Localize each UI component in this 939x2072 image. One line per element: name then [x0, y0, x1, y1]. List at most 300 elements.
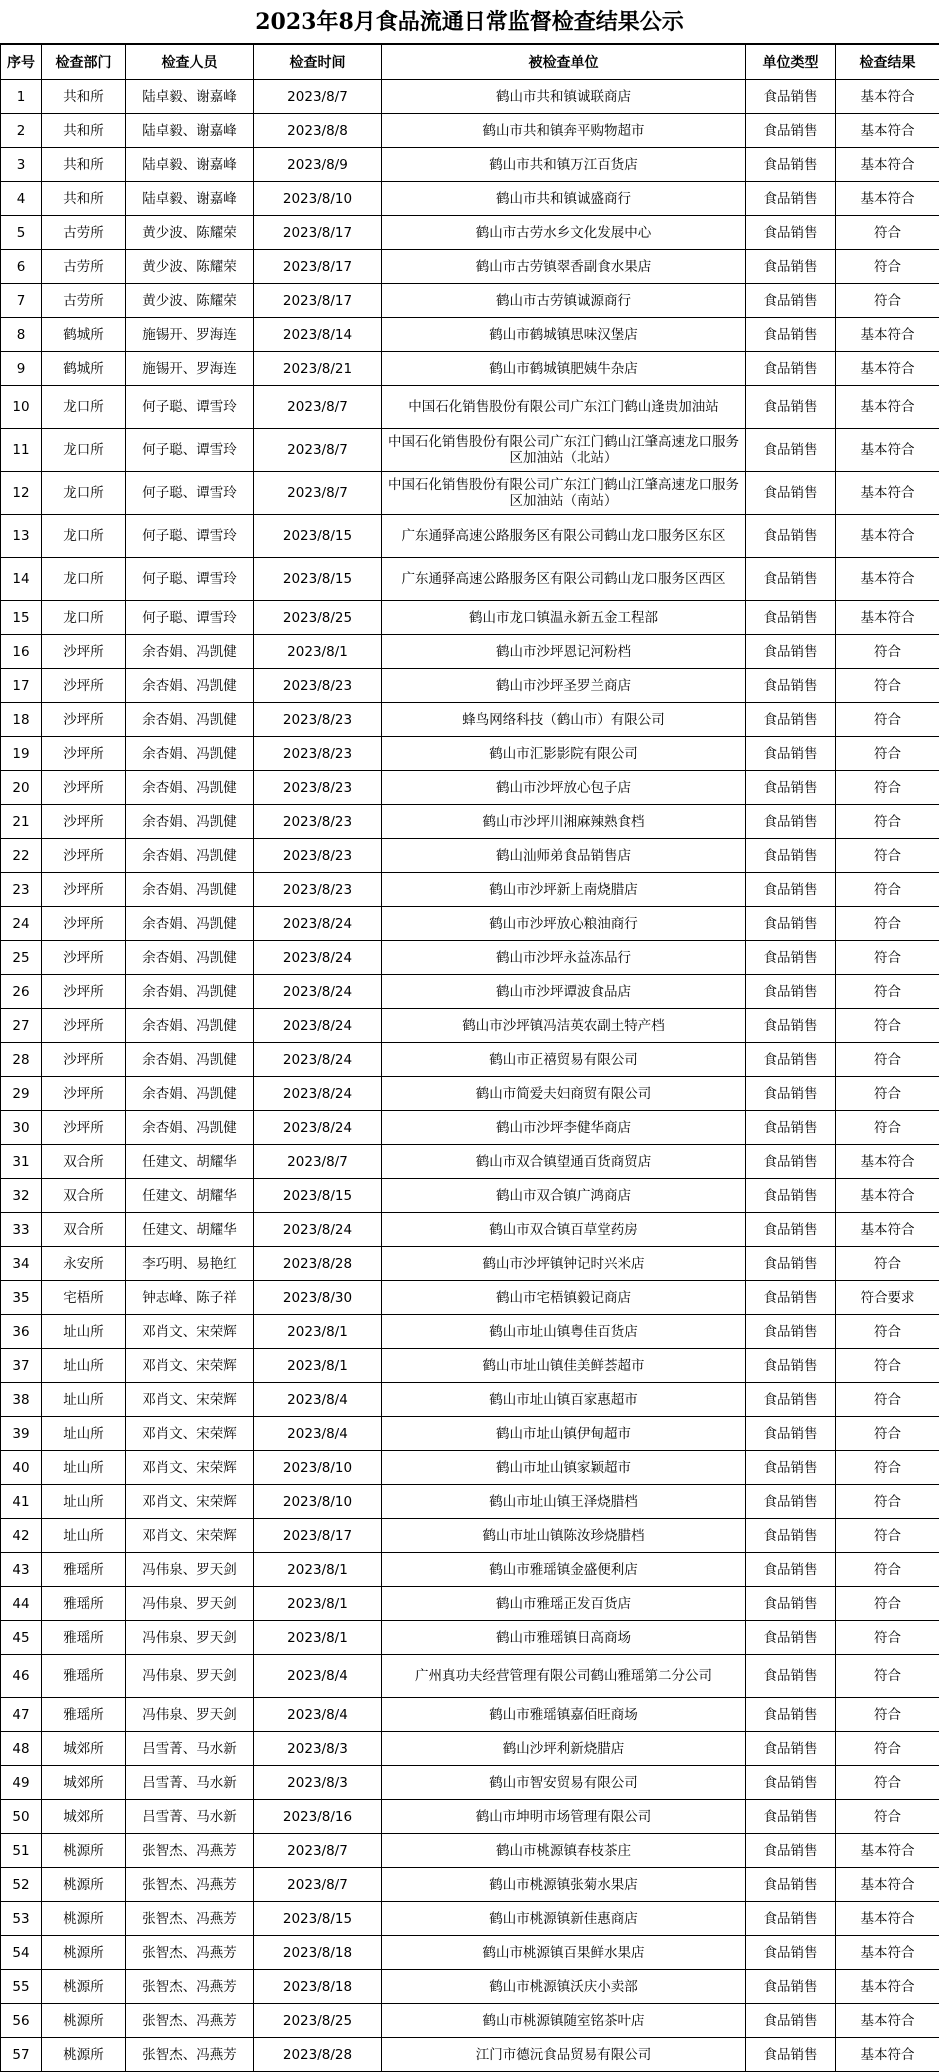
cell-row-index: 44	[1, 1587, 42, 1621]
table-row	[1, 284, 939, 318]
cell-inspectors: 吕雪菁、马水新	[126, 1732, 254, 1766]
cell-inspected-unit: 鹤山市址山镇陈汝珍烧腊档	[382, 1519, 746, 1553]
cell-unit-type: 食品销售	[746, 1349, 836, 1383]
cell-inspectors: 张智杰、冯燕芳	[126, 1902, 254, 1936]
cell-row-index: 39	[1, 1417, 42, 1451]
cell-unit-type: 食品销售	[746, 80, 836, 114]
cell-department: 沙坪所	[42, 1077, 126, 1111]
cell-inspection-result: 符合	[836, 1800, 939, 1834]
cell-department: 址山所	[42, 1349, 126, 1383]
cell-inspection-date: 2023/8/10	[254, 182, 382, 216]
table-row	[1, 2004, 939, 2038]
cell-row-index: 26	[1, 975, 42, 1009]
table-row	[1, 1145, 939, 1179]
cell-inspected-unit: 鹤山市沙坪圣罗兰商店	[382, 669, 746, 703]
cell-inspectors: 张智杰、冯燕芳	[126, 1936, 254, 1970]
cell-department: 龙口所	[42, 558, 126, 601]
cell-inspection-result: 符合	[836, 1587, 939, 1621]
table-row	[1, 839, 939, 873]
cell-inspection-date: 2023/8/23	[254, 737, 382, 771]
cell-department: 龙口所	[42, 386, 126, 429]
cell-inspected-unit: 鹤山市址山镇伊甸超市	[382, 1417, 746, 1451]
cell-inspection-date: 2023/8/7	[254, 1145, 382, 1179]
cell-inspected-unit: 鹤山市共和镇奔平购物超市	[382, 114, 746, 148]
header-cell-index: 序号	[1, 45, 42, 80]
cell-department: 双合所	[42, 1179, 126, 1213]
cell-inspection-result: 符合	[836, 1247, 939, 1281]
cell-inspectors: 何子聪、谭雪玲	[126, 386, 254, 429]
header-cell-result: 检查结果	[836, 45, 939, 80]
cell-row-index: 18	[1, 703, 42, 737]
cell-unit-type: 食品销售	[746, 1451, 836, 1485]
table-row	[1, 737, 939, 771]
cell-unit-type: 食品销售	[746, 2004, 836, 2038]
cell-inspectors: 李巧明、易艳红	[126, 1247, 254, 1281]
cell-inspected-unit: 鹤山市共和镇万江百货店	[382, 148, 746, 182]
cell-inspection-result: 符合	[836, 1485, 939, 1519]
cell-inspected-unit: 鹤山市雅瑶正发百货店	[382, 1587, 746, 1621]
cell-department: 桃源所	[42, 1868, 126, 1902]
cell-inspected-unit: 鹤山市沙坪放心包子店	[382, 771, 746, 805]
cell-inspection-date: 2023/8/17	[254, 250, 382, 284]
cell-department: 共和所	[42, 182, 126, 216]
cell-inspection-result: 基本符合	[836, 1145, 939, 1179]
cell-row-index: 19	[1, 737, 42, 771]
cell-inspection-date: 2023/8/15	[254, 515, 382, 558]
cell-unit-type: 食品销售	[746, 1383, 836, 1417]
cell-inspection-date: 2023/8/1	[254, 1349, 382, 1383]
cell-department: 龙口所	[42, 515, 126, 558]
cell-inspection-result: 基本符合	[836, 1868, 939, 1902]
cell-department: 雅瑶所	[42, 1587, 126, 1621]
table-row	[1, 1349, 939, 1383]
cell-inspectors: 张智杰、冯燕芳	[126, 1834, 254, 1868]
table-row	[1, 771, 939, 805]
cell-inspectors: 陆卓毅、谢嘉峰	[126, 80, 254, 114]
cell-inspection-date: 2023/8/18	[254, 1970, 382, 2004]
cell-inspected-unit: 鹤山沙坪利新烧腊店	[382, 1732, 746, 1766]
cell-row-index: 12	[1, 472, 42, 515]
cell-inspected-unit: 鹤山市雅瑶镇日高商场	[382, 1621, 746, 1655]
table-row	[1, 1868, 939, 1902]
cell-inspection-result: 基本符合	[836, 386, 939, 429]
cell-unit-type: 食品销售	[746, 839, 836, 873]
cell-inspection-result: 符合	[836, 1766, 939, 1800]
cell-inspection-result: 符合	[836, 1698, 939, 1732]
cell-department: 沙坪所	[42, 1009, 126, 1043]
cell-inspection-result: 基本符合	[836, 1970, 939, 2004]
cell-inspectors: 余杏娟、冯凯健	[126, 771, 254, 805]
table-row	[1, 515, 939, 558]
cell-inspected-unit: 鹤山市沙坪镇冯洁英农副土特产档	[382, 1009, 746, 1043]
table-row	[1, 635, 939, 669]
cell-unit-type: 食品销售	[746, 1732, 836, 1766]
cell-row-index: 51	[1, 1834, 42, 1868]
cell-row-index: 36	[1, 1315, 42, 1349]
cell-inspected-unit: 鹤山市双合镇望通百货商贸店	[382, 1145, 746, 1179]
cell-inspection-result: 符合	[836, 1451, 939, 1485]
cell-unit-type: 食品销售	[746, 515, 836, 558]
cell-inspection-date: 2023/8/7	[254, 1868, 382, 1902]
table-row	[1, 1451, 939, 1485]
table-row	[1, 1902, 939, 1936]
cell-inspection-date: 2023/8/15	[254, 558, 382, 601]
cell-row-index: 8	[1, 318, 42, 352]
cell-inspection-date: 2023/8/1	[254, 1621, 382, 1655]
cell-inspectors: 余杏娟、冯凯健	[126, 839, 254, 873]
cell-department: 沙坪所	[42, 737, 126, 771]
cell-unit-type: 食品销售	[746, 250, 836, 284]
cell-row-index: 29	[1, 1077, 42, 1111]
cell-inspection-date: 2023/8/23	[254, 669, 382, 703]
cell-unit-type: 食品销售	[746, 975, 836, 1009]
cell-inspected-unit: 广东通驿高速公路服务区有限公司鹤山龙口服务区东区	[382, 515, 746, 558]
cell-inspectors: 邓肖文、宋荣辉	[126, 1383, 254, 1417]
cell-inspection-date: 2023/8/25	[254, 2004, 382, 2038]
cell-inspection-result: 符合	[836, 250, 939, 284]
cell-inspection-result: 符合	[836, 1315, 939, 1349]
cell-inspection-date: 2023/8/24	[254, 1043, 382, 1077]
table-row	[1, 1936, 939, 1970]
cell-inspection-result: 符合要求	[836, 1281, 939, 1315]
cell-inspected-unit: 鹤山市双合镇百草堂药房	[382, 1213, 746, 1247]
cell-row-index: 43	[1, 1553, 42, 1587]
cell-unit-type: 食品销售	[746, 1553, 836, 1587]
cell-unit-type: 食品销售	[746, 1868, 836, 1902]
cell-unit-type: 食品销售	[746, 669, 836, 703]
cell-inspection-date: 2023/8/23	[254, 771, 382, 805]
table-row	[1, 1383, 939, 1417]
cell-department: 龙口所	[42, 472, 126, 515]
cell-row-index: 56	[1, 2004, 42, 2038]
cell-inspectors: 任建文、胡耀华	[126, 1179, 254, 1213]
cell-inspection-date: 2023/8/24	[254, 1077, 382, 1111]
table-row	[1, 1834, 939, 1868]
cell-department: 共和所	[42, 80, 126, 114]
cell-inspection-result: 符合	[836, 873, 939, 907]
cell-unit-type: 食品销售	[746, 1936, 836, 1970]
cell-inspection-date: 2023/8/10	[254, 1451, 382, 1485]
cell-row-index: 35	[1, 1281, 42, 1315]
cell-unit-type: 食品销售	[746, 1077, 836, 1111]
header-cell-inspectors: 检查人员	[126, 45, 254, 80]
cell-inspection-result: 符合	[836, 907, 939, 941]
cell-inspectors: 施锡开、罗海连	[126, 318, 254, 352]
cell-unit-type: 食品销售	[746, 805, 836, 839]
cell-department: 雅瑶所	[42, 1553, 126, 1587]
table-row	[1, 318, 939, 352]
cell-unit-type: 食品销售	[746, 1766, 836, 1800]
table-row	[1, 2038, 939, 2072]
cell-inspection-result: 符合	[836, 975, 939, 1009]
cell-inspection-result: 符合	[836, 216, 939, 250]
cell-inspectors: 张智杰、冯燕芳	[126, 1868, 254, 1902]
cell-row-index: 13	[1, 515, 42, 558]
table-row	[1, 1766, 939, 1800]
table-row	[1, 975, 939, 1009]
cell-inspected-unit: 鹤山市雅瑶镇金盛便利店	[382, 1553, 746, 1587]
cell-row-index: 7	[1, 284, 42, 318]
table-row	[1, 558, 939, 601]
cell-department: 桃源所	[42, 1902, 126, 1936]
header-cell-department: 检查部门	[42, 45, 126, 80]
cell-row-index: 9	[1, 352, 42, 386]
cell-inspectors: 余杏娟、冯凯健	[126, 1111, 254, 1145]
cell-department: 沙坪所	[42, 771, 126, 805]
cell-unit-type: 食品销售	[746, 1970, 836, 2004]
table-row	[1, 114, 939, 148]
cell-row-index: 31	[1, 1145, 42, 1179]
table-row	[1, 1281, 939, 1315]
cell-inspectors: 陆卓毅、谢嘉峰	[126, 114, 254, 148]
table-row	[1, 1698, 939, 1732]
cell-unit-type: 食品销售	[746, 1655, 836, 1698]
cell-department: 龙口所	[42, 429, 126, 472]
cell-inspected-unit: 蜂鸟网络科技（鹤山市）有限公司	[382, 703, 746, 737]
cell-inspection-result: 符合	[836, 1621, 939, 1655]
cell-department: 沙坪所	[42, 975, 126, 1009]
cell-inspection-date: 2023/8/7	[254, 386, 382, 429]
cell-inspection-result: 基本符合	[836, 80, 939, 114]
table-row	[1, 429, 939, 472]
cell-inspectors: 钟志峰、陈子祥	[126, 1281, 254, 1315]
cell-inspection-date: 2023/8/24	[254, 907, 382, 941]
cell-inspectors: 张智杰、冯燕芳	[126, 2004, 254, 2038]
cell-department: 桃源所	[42, 2038, 126, 2072]
cell-inspection-date: 2023/8/30	[254, 1281, 382, 1315]
cell-unit-type: 食品销售	[746, 182, 836, 216]
cell-department: 沙坪所	[42, 1043, 126, 1077]
results-table	[0, 44, 939, 2072]
cell-row-index: 34	[1, 1247, 42, 1281]
cell-inspection-result: 符合	[836, 1417, 939, 1451]
cell-inspection-date: 2023/8/7	[254, 1834, 382, 1868]
cell-inspectors: 冯伟泉、罗天剑	[126, 1621, 254, 1655]
cell-department: 双合所	[42, 1213, 126, 1247]
table-row	[1, 1553, 939, 1587]
cell-row-index: 57	[1, 2038, 42, 2072]
header-cell-unit-type: 单位类型	[746, 45, 836, 80]
cell-inspected-unit: 鹤山市址山镇家颖超市	[382, 1451, 746, 1485]
table-row	[1, 1247, 939, 1281]
cell-unit-type: 食品销售	[746, 1417, 836, 1451]
cell-inspection-result: 符合	[836, 1111, 939, 1145]
cell-inspected-unit: 鹤山市古劳水乡文化发展中心	[382, 216, 746, 250]
cell-row-index: 22	[1, 839, 42, 873]
cell-inspected-unit: 鹤山市桃源镇百果鲜水果店	[382, 1936, 746, 1970]
header-cell-unit: 被检查单位	[382, 45, 746, 80]
cell-inspected-unit: 鹤山市桃源镇春枝茶庄	[382, 1834, 746, 1868]
cell-inspection-result: 符合	[836, 1077, 939, 1111]
cell-row-index: 55	[1, 1970, 42, 2004]
table-row	[1, 352, 939, 386]
cell-inspected-unit: 鹤山市汇影影院有限公司	[382, 737, 746, 771]
page-title: 2023年8月食品流通日常监督检查结果公示	[0, 0, 939, 44]
table-row	[1, 669, 939, 703]
cell-inspection-date: 2023/8/14	[254, 318, 382, 352]
table-row	[1, 1587, 939, 1621]
cell-inspection-date: 2023/8/17	[254, 284, 382, 318]
cell-inspection-date: 2023/8/28	[254, 2038, 382, 2072]
cell-inspected-unit: 鹤山市桃源镇随室铭茶叶店	[382, 2004, 746, 2038]
cell-inspectors: 吕雪菁、马水新	[126, 1800, 254, 1834]
cell-row-index: 53	[1, 1902, 42, 1936]
table-row	[1, 250, 939, 284]
cell-row-index: 42	[1, 1519, 42, 1553]
cell-inspected-unit: 鹤山市龙口镇温永新五金工程部	[382, 601, 746, 635]
table-row	[1, 1485, 939, 1519]
cell-inspection-result: 符合	[836, 635, 939, 669]
cell-department: 古劳所	[42, 216, 126, 250]
cell-inspected-unit: 鹤山市古劳镇诚源商行	[382, 284, 746, 318]
cell-department: 共和所	[42, 148, 126, 182]
cell-inspection-result: 符合	[836, 703, 939, 737]
cell-department: 沙坪所	[42, 907, 126, 941]
cell-inspected-unit: 鹤山市桃源镇沃庆小卖部	[382, 1970, 746, 2004]
cell-inspection-date: 2023/8/25	[254, 601, 382, 635]
cell-row-index: 49	[1, 1766, 42, 1800]
cell-row-index: 50	[1, 1800, 42, 1834]
table-row	[1, 601, 939, 635]
cell-row-index: 21	[1, 805, 42, 839]
cell-inspection-result: 基本符合	[836, 352, 939, 386]
cell-inspectors: 邓肖文、宋荣辉	[126, 1417, 254, 1451]
cell-unit-type: 食品销售	[746, 386, 836, 429]
cell-row-index: 28	[1, 1043, 42, 1077]
cell-inspection-result: 符合	[836, 1043, 939, 1077]
cell-row-index: 25	[1, 941, 42, 975]
cell-inspectors: 余杏娟、冯凯健	[126, 805, 254, 839]
cell-inspectors: 施锡开、罗海连	[126, 352, 254, 386]
cell-inspected-unit: 鹤山市共和镇诚联商店	[382, 80, 746, 114]
cell-row-index: 16	[1, 635, 42, 669]
table-row	[1, 1179, 939, 1213]
cell-unit-type: 食品销售	[746, 1587, 836, 1621]
cell-inspectors: 余杏娟、冯凯健	[126, 941, 254, 975]
cell-department: 桃源所	[42, 2004, 126, 2038]
cell-department: 龙口所	[42, 601, 126, 635]
cell-row-index: 11	[1, 429, 42, 472]
cell-inspected-unit: 鹤山市沙坪永益冻品行	[382, 941, 746, 975]
cell-unit-type: 食品销售	[746, 1315, 836, 1349]
cell-row-index: 6	[1, 250, 42, 284]
cell-inspection-result: 符合	[836, 1349, 939, 1383]
cell-row-index: 48	[1, 1732, 42, 1766]
cell-department: 桃源所	[42, 1970, 126, 2004]
cell-inspection-result: 基本符合	[836, 2004, 939, 2038]
cell-unit-type: 食品销售	[746, 703, 836, 737]
cell-inspected-unit: 鹤山市桃源镇新佳惠商店	[382, 1902, 746, 1936]
table-row	[1, 148, 939, 182]
cell-unit-type: 食品销售	[746, 558, 836, 601]
cell-inspectors: 余杏娟、冯凯健	[126, 975, 254, 1009]
cell-unit-type: 食品销售	[746, 1145, 836, 1179]
cell-row-index: 3	[1, 148, 42, 182]
cell-unit-type: 食品销售	[746, 941, 836, 975]
cell-inspected-unit: 鹤山市智安贸易有限公司	[382, 1766, 746, 1800]
cell-unit-type: 食品销售	[746, 352, 836, 386]
cell-department: 址山所	[42, 1383, 126, 1417]
cell-row-index: 27	[1, 1009, 42, 1043]
cell-row-index: 54	[1, 1936, 42, 1970]
cell-row-index: 33	[1, 1213, 42, 1247]
cell-department: 城郊所	[42, 1732, 126, 1766]
cell-inspection-date: 2023/8/1	[254, 1315, 382, 1349]
cell-inspection-result: 基本符合	[836, 1834, 939, 1868]
cell-inspection-result: 符合	[836, 941, 939, 975]
cell-inspection-date: 2023/8/23	[254, 703, 382, 737]
cell-inspectors: 邓肖文、宋荣辉	[126, 1451, 254, 1485]
cell-row-index: 45	[1, 1621, 42, 1655]
cell-inspectors: 何子聪、谭雪玲	[126, 558, 254, 601]
cell-inspection-result: 基本符合	[836, 2038, 939, 2072]
cell-inspectors: 邓肖文、宋荣辉	[126, 1349, 254, 1383]
cell-row-index: 4	[1, 182, 42, 216]
cell-row-index: 17	[1, 669, 42, 703]
table-row	[1, 873, 939, 907]
cell-inspection-result: 符合	[836, 737, 939, 771]
cell-inspected-unit: 鹤山市沙坪镇钟记时兴米店	[382, 1247, 746, 1281]
table-row	[1, 472, 939, 515]
cell-department: 雅瑶所	[42, 1621, 126, 1655]
cell-inspection-date: 2023/8/28	[254, 1247, 382, 1281]
cell-department: 古劳所	[42, 284, 126, 318]
cell-inspected-unit: 鹤山市址山镇佳美鲜荟超市	[382, 1349, 746, 1383]
cell-inspected-unit: 鹤山市鹤城镇思味汉堡店	[382, 318, 746, 352]
cell-inspected-unit: 江门市德沅食品贸易有限公司	[382, 2038, 746, 2072]
cell-inspectors: 何子聪、谭雪玲	[126, 429, 254, 472]
cell-inspectors: 陆卓毅、谢嘉峰	[126, 182, 254, 216]
cell-department: 沙坪所	[42, 703, 126, 737]
cell-unit-type: 食品销售	[746, 1800, 836, 1834]
cell-row-index: 20	[1, 771, 42, 805]
cell-inspected-unit: 鹤山市古劳镇翠香副食水果店	[382, 250, 746, 284]
cell-unit-type: 食品销售	[746, 114, 836, 148]
cell-unit-type: 食品销售	[746, 472, 836, 515]
cell-inspected-unit: 中国石化销售股份有限公司广东江门鹤山江肇高速龙口服务区加油站（北站）	[382, 429, 746, 472]
cell-inspected-unit: 鹤山市坤明市场管理有限公司	[382, 1800, 746, 1834]
cell-inspection-date: 2023/8/3	[254, 1766, 382, 1800]
cell-unit-type: 食品销售	[746, 1281, 836, 1315]
cell-inspection-result: 符合	[836, 1655, 939, 1698]
cell-inspectors: 陆卓毅、谢嘉峰	[126, 148, 254, 182]
cell-unit-type: 食品销售	[746, 771, 836, 805]
cell-department: 址山所	[42, 1315, 126, 1349]
cell-inspection-result: 符合	[836, 805, 939, 839]
table-row	[1, 386, 939, 429]
cell-row-index: 2	[1, 114, 42, 148]
cell-inspection-date: 2023/8/24	[254, 1009, 382, 1043]
table-row	[1, 805, 939, 839]
cell-row-index: 38	[1, 1383, 42, 1417]
cell-unit-type: 食品销售	[746, 1621, 836, 1655]
cell-department: 桃源所	[42, 1834, 126, 1868]
cell-unit-type: 食品销售	[746, 1179, 836, 1213]
table-row	[1, 1077, 939, 1111]
cell-inspection-date: 2023/8/1	[254, 635, 382, 669]
table-row	[1, 1213, 939, 1247]
cell-inspectors: 邓肖文、宋荣辉	[126, 1485, 254, 1519]
cell-inspection-date: 2023/8/3	[254, 1732, 382, 1766]
cell-inspectors: 邓肖文、宋荣辉	[126, 1519, 254, 1553]
cell-inspectors: 邓肖文、宋荣辉	[126, 1315, 254, 1349]
cell-row-index: 23	[1, 873, 42, 907]
cell-inspection-date: 2023/8/17	[254, 216, 382, 250]
cell-unit-type: 食品销售	[746, 1009, 836, 1043]
table-row	[1, 907, 939, 941]
table-row	[1, 703, 939, 737]
cell-row-index: 40	[1, 1451, 42, 1485]
